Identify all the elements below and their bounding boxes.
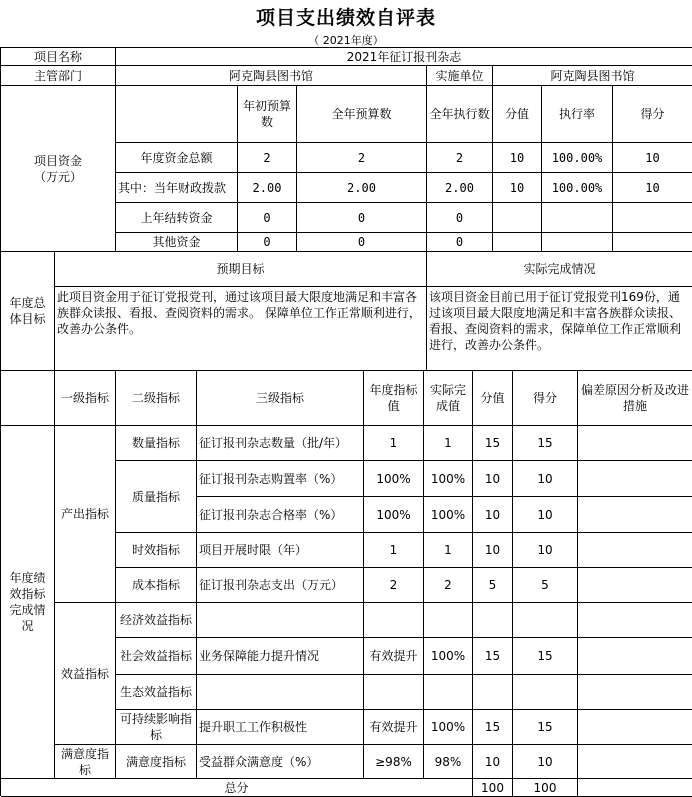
funds-row-label: 年度资金总额 <box>116 143 238 173</box>
funds-cell: 100.00% <box>542 173 613 203</box>
indicator-note <box>578 745 692 779</box>
indicator-level3: 项目开展时限（年） <box>197 533 364 568</box>
indicator-level3: 征订报刊杂志支出（万元） <box>197 568 364 603</box>
funds-cell <box>493 233 542 252</box>
indicator-level3: 征订报刊杂志数量（批/年） <box>197 426 364 461</box>
indicator-note <box>578 603 692 638</box>
funds-row-label: 其中：当年财政拨款 <box>116 173 238 203</box>
funds-cell: 0 <box>427 233 493 252</box>
total-score-value: 100 <box>473 779 513 797</box>
indicator-score: 10 <box>513 497 578 533</box>
indicator-score-value: 10 <box>473 497 513 533</box>
funds-header-6: 得分 <box>613 86 692 143</box>
indicator-score-value: 10 <box>473 533 513 568</box>
indicator-score-value: 10 <box>473 745 513 779</box>
funds-cell: 2.00 <box>297 173 427 203</box>
funds-cell: 2.00 <box>238 173 297 203</box>
indicator-score-value: 10 <box>473 461 513 497</box>
indicator-target: 2 <box>364 568 424 603</box>
total-score: 100 <box>513 779 578 797</box>
indicator-target: 1 <box>364 426 424 461</box>
funds-cell: 10 <box>613 143 692 173</box>
sheet-year: （ 2021年度） <box>308 33 384 47</box>
indicator-note <box>578 497 692 533</box>
level2-indicator: 经济效益指标 <box>116 603 197 638</box>
project-name-label: 项目名称 <box>1 48 116 66</box>
goals-expected-text: 此项目资金用于征订党报党刊，通过该项目最大限度地满足和丰富各族群众读报、看报、查阅资料的需求。 保障单位工作正常顺利进行，改善办公条件。 <box>55 287 427 371</box>
indicator-score: 15 <box>513 710 578 745</box>
funds-cell: 10 <box>493 173 542 203</box>
funds-corner-cell <box>116 86 238 143</box>
indicator-actual: 2 <box>424 568 473 603</box>
indicator-actual <box>424 603 473 638</box>
indicator-score: 10 <box>513 533 578 568</box>
indicator-actual: 1 <box>424 533 473 568</box>
indicator-score-value <box>473 603 513 638</box>
indicators-section-label: 年度绩 效指标 完成情 况 <box>1 426 55 779</box>
funds-row-label: 其他资金 <box>116 233 238 252</box>
indicator-note <box>578 533 692 568</box>
funds-cell: 100.00% <box>542 143 613 173</box>
funds-cell: 2 <box>238 143 297 173</box>
indicator-level3: 征订报刊杂志合格率（%） <box>197 497 364 533</box>
goals-expected-header: 预期目标 <box>55 252 427 287</box>
indicator-target: 有效提升 <box>364 638 424 675</box>
funds-cell: 0 <box>297 233 427 252</box>
indicator-score: 15 <box>513 638 578 675</box>
funds-cell <box>613 233 692 252</box>
project-name-value: 2021年征订报刊杂志 <box>116 48 692 66</box>
level2-indicator: 时效指标 <box>116 533 197 568</box>
indicator-score <box>513 603 578 638</box>
indicator-target: 有效提升 <box>364 710 424 745</box>
funds-header-3: 全年执行数 <box>427 86 493 143</box>
total-note-cell <box>578 779 692 797</box>
indicator-actual: 100% <box>424 638 473 675</box>
evaluation-table <box>0 47 692 796</box>
funds-cell: 2 <box>427 143 493 173</box>
indicator-header-1: 一级指标 <box>55 371 116 426</box>
indicator-level3: 受益群众满意度（%） <box>197 745 364 779</box>
funds-cell: 0 <box>297 203 427 233</box>
indicators-blank-corner <box>1 371 55 426</box>
funds-label: 项目资金 （万元） <box>1 86 116 252</box>
indicator-actual: 1 <box>424 426 473 461</box>
funds-row-label: 上年结转资金 <box>116 203 238 233</box>
indicator-header-4: 年度指标值 <box>364 371 424 426</box>
funds-cell <box>542 233 613 252</box>
level2-indicator: 社会效益指标 <box>116 638 197 675</box>
impl-unit-label: 实施单位 <box>427 66 493 86</box>
indicator-note <box>578 568 692 603</box>
indicator-level3 <box>197 603 364 638</box>
goals-actual-text: 该项目资金目前已用于征订党报党刊169份，通过该项目最大限度地满足和丰富各族群众读报、看报、查阅资料的需求，保障单位工作正常顺利进行，改善办公条件。 <box>427 287 692 371</box>
indicator-actual: 100% <box>424 497 473 533</box>
indicator-header-3: 三级指标 <box>197 371 364 426</box>
level2-indicator: 满意度指标 <box>116 745 197 779</box>
indicator-header-5: 实际完成值 <box>424 371 473 426</box>
level2-indicator: 数量指标 <box>116 426 197 461</box>
goals-label: 年度总 体目标 <box>1 252 55 371</box>
level2-indicator: 可持续影响指标 <box>116 710 197 745</box>
indicator-score: 10 <box>513 461 578 497</box>
indicator-level3: 征订报刊杂志购置率（%） <box>197 461 364 497</box>
funds-cell <box>613 203 692 233</box>
funds-cell: 0 <box>427 203 493 233</box>
indicator-score-value: 15 <box>473 710 513 745</box>
funds-cell: 10 <box>613 173 692 203</box>
indicator-score-value <box>473 675 513 710</box>
funds-header-5: 执行率 <box>542 86 613 143</box>
indicator-header-2: 二级指标 <box>116 371 197 426</box>
funds-cell: 10 <box>493 143 542 173</box>
level2-indicator: 质量指标 <box>116 461 197 533</box>
funds-header-1: 年初预算数 <box>238 86 297 143</box>
funds-cell <box>493 203 542 233</box>
indicator-score: 15 <box>513 426 578 461</box>
funds-header-4: 分值 <box>493 86 542 143</box>
level1-satisfaction: 满意度指 标 <box>55 745 116 779</box>
indicator-note <box>578 710 692 745</box>
indicator-target: 100% <box>364 497 424 533</box>
goals-actual-header: 实际完成情况 <box>427 252 692 287</box>
indicator-target: 100% <box>364 461 424 497</box>
indicator-note <box>578 426 692 461</box>
indicator-target <box>364 675 424 710</box>
dept-label: 主管部门 <box>1 66 116 86</box>
sheet-title: 项目支出绩效自评表 <box>255 6 436 29</box>
indicator-target <box>364 603 424 638</box>
total-label: 总分 <box>1 779 473 797</box>
level2-indicator: 成本指标 <box>116 568 197 603</box>
indicator-header-8: 偏差原因分析及改进措施 <box>578 371 692 426</box>
indicator-note <box>578 638 692 675</box>
indicator-actual <box>424 675 473 710</box>
dept-value: 阿克陶县图书馆 <box>116 66 427 86</box>
funds-cell: 2.00 <box>427 173 493 203</box>
indicator-score-value: 15 <box>473 638 513 675</box>
funds-cell: 0 <box>238 233 297 252</box>
indicator-actual: 98% <box>424 745 473 779</box>
indicator-note <box>578 461 692 497</box>
indicator-header-6: 分值 <box>473 371 513 426</box>
funds-cell: 0 <box>238 203 297 233</box>
indicator-level3: 业务保障能力提升情况 <box>197 638 364 675</box>
indicator-score <box>513 675 578 710</box>
indicator-score-value: 15 <box>473 426 513 461</box>
level2-indicator: 生态效益指标 <box>116 675 197 710</box>
funds-cell <box>542 203 613 233</box>
indicator-target: 1 <box>364 533 424 568</box>
funds-header-2: 全年预算数 <box>297 86 427 143</box>
indicator-score: 5 <box>513 568 578 603</box>
indicator-header-7: 得分 <box>513 371 578 426</box>
indicator-level3 <box>197 675 364 710</box>
indicator-target: ≥98% <box>364 745 424 779</box>
level1-output: 产出指标 <box>55 426 116 603</box>
indicator-note <box>578 675 692 710</box>
indicator-score: 10 <box>513 745 578 779</box>
funds-cell: 2 <box>297 143 427 173</box>
indicator-actual: 100% <box>424 461 473 497</box>
impl-unit-value: 阿克陶县图书馆 <box>493 66 692 86</box>
indicator-score-value: 5 <box>473 568 513 603</box>
indicator-level3: 提升职工工作积极性 <box>197 710 364 745</box>
indicator-actual: 100% <box>424 710 473 745</box>
level1-benefit: 效益指标 <box>55 603 116 745</box>
